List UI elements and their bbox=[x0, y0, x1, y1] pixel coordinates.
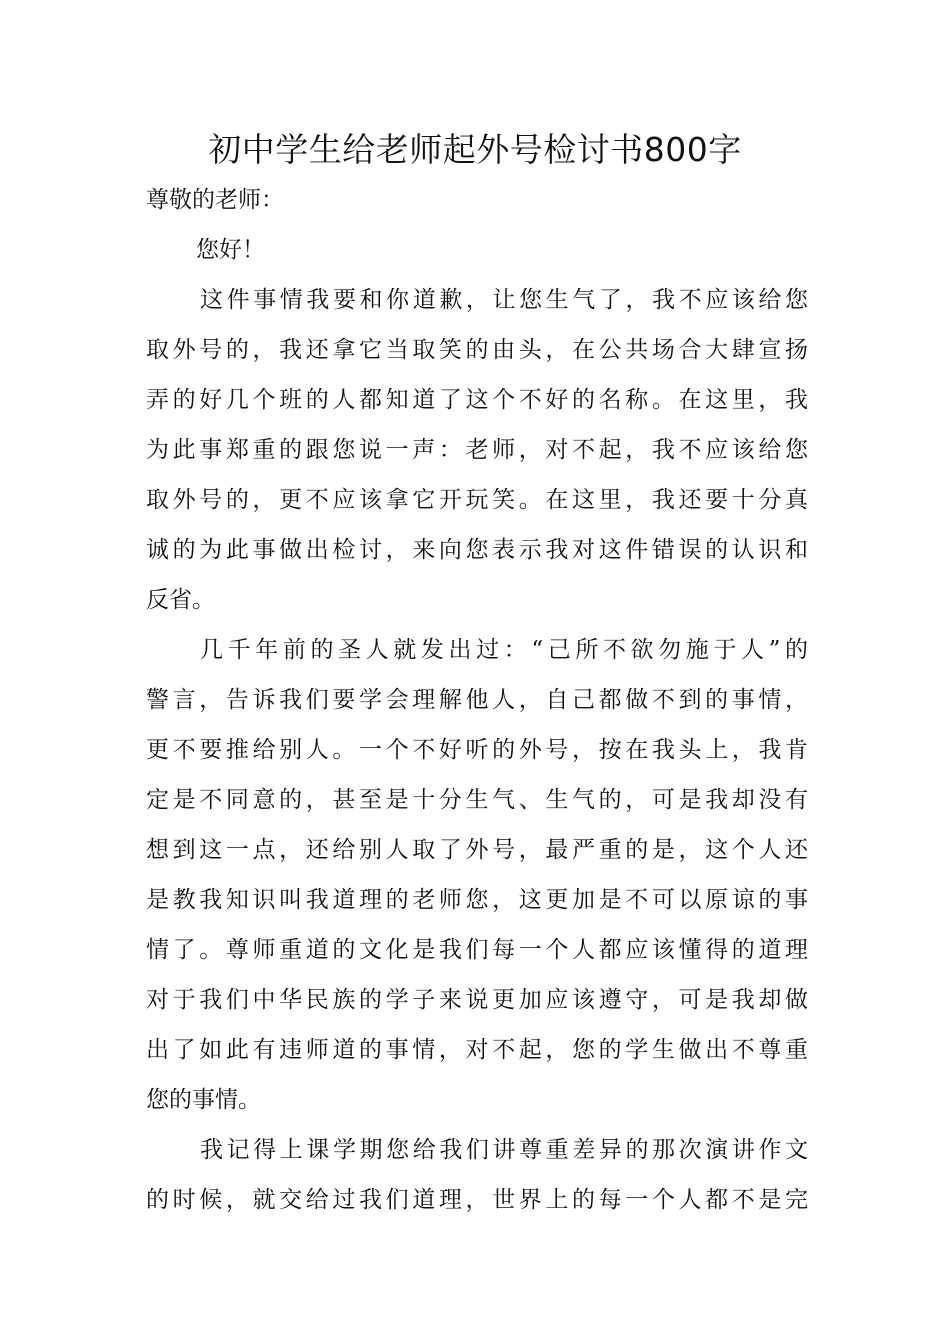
document-title: 初中学生给老师起外号检讨书800字 bbox=[208, 130, 742, 169]
paragraph-line: 反省。 bbox=[146, 587, 215, 613]
body-text bbox=[146, 282, 808, 1232]
paragraph-line: 弄的好几个班的人都知道了这个不好的名称。在这里，我 bbox=[146, 387, 808, 413]
paragraph-line: 取外号的，更不应该拿它开玩笑。在这里，我还要十分真 bbox=[146, 487, 808, 513]
paragraph-line: 警言，告诉我们要学会理解他人，自己都做不到的事情， bbox=[146, 687, 808, 713]
paragraph-line: 我记得上课学期您给我们讲尊重差异的那次演讲作文 bbox=[200, 1137, 808, 1163]
paragraph-line: 诚的为此事做出检讨，来向您表示我对这件错误的认识和 bbox=[146, 537, 808, 563]
paragraph-line: 出了如此有违师道的事情，对不起，您的学生做出不尊重 bbox=[146, 1037, 808, 1063]
paragraph-line: 取外号的，我还拿它当取笑的由头，在公共场合大肆宣扬 bbox=[146, 337, 808, 363]
paragraph-line: 几千年前的圣人就发出过：“己所不欲勿施于人”的 bbox=[200, 637, 808, 663]
paragraph-line: 为此事郑重的跟您说一声：老师，对不起，我不应该给您 bbox=[146, 437, 808, 463]
paragraph-line: 对于我们中华民族的学子来说更加应该遵守，可是我却做 bbox=[146, 987, 808, 1013]
paragraph-line: 您的事情。 bbox=[146, 1087, 261, 1113]
paragraph-line: 更不要推给别人。一个不好听的外号，按在我头上，我肯 bbox=[146, 737, 808, 763]
paragraph-line: 想到这一点，还给别人取了外号，最严重的是，这个人还 bbox=[146, 837, 808, 863]
paragraph bbox=[146, 632, 808, 1132]
greeting: 您好！ bbox=[196, 237, 265, 263]
salutation: 尊敬的老师： bbox=[146, 187, 284, 213]
paragraph-line: 这件事情我要和你道歉，让您生气了，我不应该给您 bbox=[200, 287, 808, 313]
paragraph bbox=[146, 1132, 808, 1232]
paragraph bbox=[146, 282, 808, 632]
paragraph-line: 情了。尊师重道的文化是我们每一个人都应该懂得的道理 bbox=[146, 937, 808, 963]
paragraph-line: 是教我知识叫我道理的老师您，这更加是不可以原谅的事 bbox=[146, 887, 808, 913]
paragraph-line: 定是不同意的，甚至是十分生气、生气的，可是我却没有 bbox=[146, 787, 808, 813]
paragraph-line: 的时候，就交给过我们道理，世界上的每一个人都不是完 bbox=[146, 1187, 808, 1213]
